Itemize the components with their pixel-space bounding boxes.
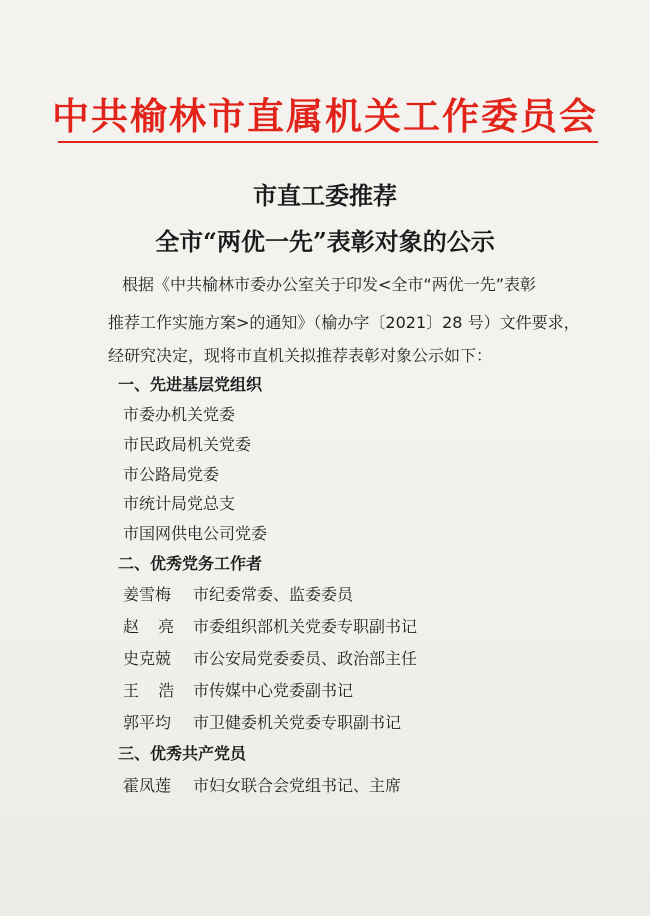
org-item: 市公路局党委: [123, 465, 220, 484]
person-name: 史克兢: [123, 649, 172, 668]
notice-title-line2: 全市“两优一先”表彰对象的公示: [155, 227, 495, 256]
org-item: 市统计局党总支: [123, 494, 236, 513]
section-heading-3: 三、优秀共产党员: [118, 744, 247, 763]
person-name: 姜雪梅: [123, 585, 172, 604]
section-heading-1: 一、先进基层党组织: [118, 375, 263, 394]
org-item: 市国网供电公司党委: [123, 524, 268, 543]
notice-title-line1: 市直工委推荐: [253, 181, 397, 210]
intro-line-3: 经研究决定，现将市直机关拟推荐表彰对象公示如下：: [108, 346, 493, 365]
person-role: 市传媒中心党委副书记: [193, 681, 354, 700]
person-name: 赵亮: [123, 617, 194, 636]
org-item: 市委办机关党委: [123, 405, 236, 424]
person-name: 霍凤莲: [123, 776, 172, 795]
section-heading-2: 二、优秀党务工作者: [118, 554, 263, 573]
intro-line-2: 推荐工作实施方案>的通知》（榆办字〔2021〕28 号）文件要求，: [108, 313, 580, 332]
person-row: [123, 582, 353, 605]
org-item: 市民政局机关党委: [123, 435, 252, 454]
letterhead-rule: [58, 141, 598, 143]
person-role: 市纪委常委、监委委员: [193, 585, 354, 604]
person-row: [123, 710, 401, 733]
person-name: 郭平均: [123, 713, 172, 732]
letterhead-title: 中共榆林市直属机关工作委员会: [52, 94, 598, 138]
person-row: [123, 614, 417, 637]
person-name: 王浩: [123, 681, 194, 700]
person-row: [123, 646, 417, 669]
person-role: 市公安局党委委员、政治部主任: [193, 649, 418, 668]
person-role: 市卫健委机关党委专职副书记: [193, 713, 402, 732]
person-role: 市妇女联合会党组书记、主席: [193, 776, 402, 795]
person-row: [123, 678, 353, 701]
person-row: [123, 773, 401, 796]
person-role: 市委组织部机关党委专职副书记: [193, 617, 418, 636]
intro-line-1: 根据《中共榆林市委办公室关于印发<全市“两优一先”表彰: [122, 275, 536, 294]
